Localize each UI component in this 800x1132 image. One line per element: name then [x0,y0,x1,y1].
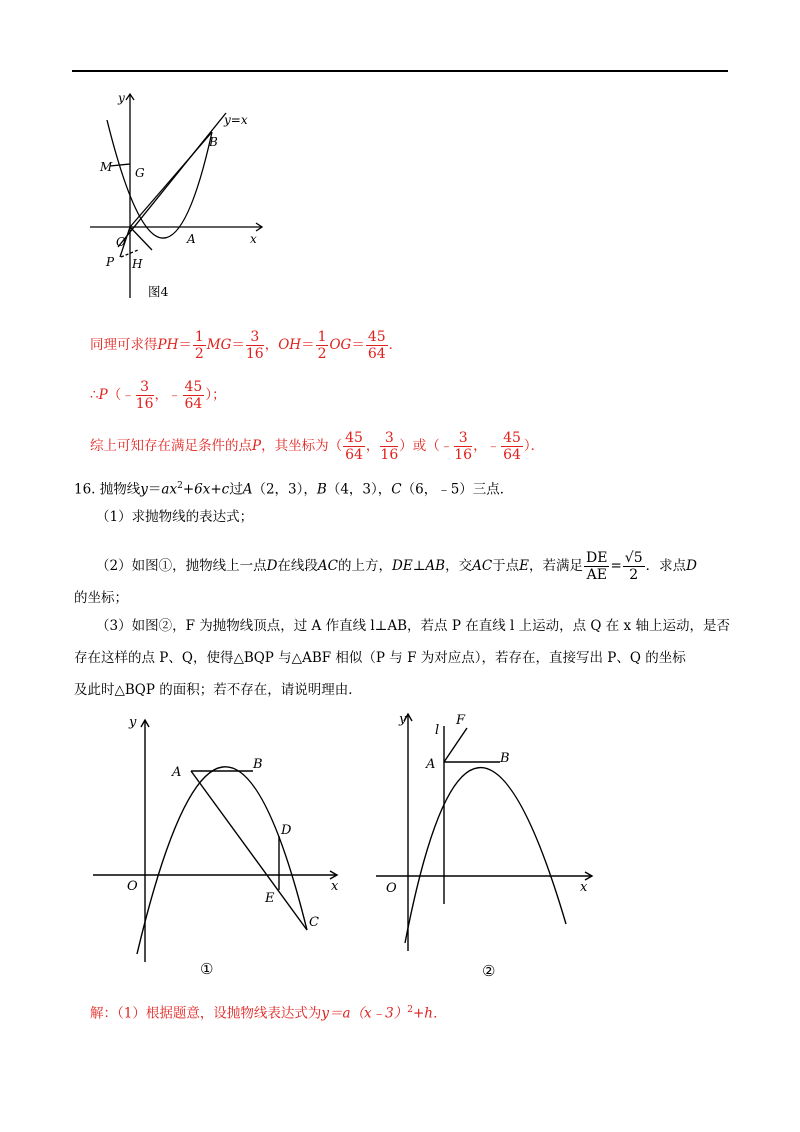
fig2-label-F: F [456,713,466,728]
question-1: （1）求抛物线的表达式； [96,509,254,525]
fig1-label-C: C [309,915,319,930]
fraction-3-16-b: $\frac{3}{16}$ [135,379,154,412]
fig4-label-H: H [132,257,143,271]
fraction-DE-AE: $\frac{DE}{AE}$ [586,550,608,583]
fig1-label-O: O [127,879,138,894]
fig1-caption: ① [200,960,214,978]
fig2-caption: ② [482,962,496,980]
fraction-half: $\frac{1}{2}$ [194,329,204,362]
fig2-label-B: B [500,751,510,766]
parabola [405,768,566,943]
parabola [107,120,212,238]
fraction-45-64-b: $\frac{45}{64}$ [184,379,203,412]
question-3-line-1: （3）如图②，F 为抛物线顶点，过 A 作直线 l⊥AB，若点 P 在直线 l 上运动，点 Q 在 x 轴上运动，是否 [96,618,730,634]
header-rule [72,70,728,72]
fig4-label-B: B [209,135,218,149]
solution-line-1: 同理可求得PH＝ $\frac{1}{2}$ MG＝ $\frac{3}{16}$ ，OH＝ $\frac{1}{2}$ OG＝ $\frac{45}{64}$ ． [90,329,403,362]
question-2-line-2: 的坐标； [74,590,128,606]
fig4-label-A: A [187,232,196,246]
segment-AF [444,728,467,762]
figure-1 [85,712,355,982]
fig1-label-E: E [265,891,275,906]
fraction-45-64-c: $\frac{45}{64}$ [345,430,363,463]
fraction-45-64-d: $\frac{45}{64}$ [503,430,521,463]
question-3-line-3: 及此时△BQP 的面积；若不存在，请说明理由． [74,682,362,698]
fig4-label-P: P [106,255,115,269]
fig4-caption: 图4 [148,284,169,299]
figure-2 [372,706,602,986]
fig4-label-M: M [100,160,113,174]
fig2-label-y: y [399,712,407,727]
fraction-sqrt5-2: $\frac{√5}{2}$ [624,550,643,583]
fig1-label-x: x [331,879,339,894]
answer-line: 解：（1）根据题意，设抛物线表达式为y＝a（x﹣3）$^2$+h． [90,1005,447,1022]
fig4-label-G: G [135,166,145,180]
question-2-line-1: （2）如图①，抛物线上一点D在线段AC的上方，DE⊥AB，交AC于点E，若满足 $\frac{DE}{AE}$ = $\frac{√5}{2}$ ．求点D [96,550,697,583]
question-3-line-2: 存在这样的点 P、Q，使得△BQP 与△ABF 相似（P 与 F 为对应点），若存在，直接写出 P、Q 的坐标 [74,650,686,666]
solution-line-3: 综上可知存在满足条件的点P，其坐标为（ $\frac{45}{64}$ ， $\frac{3}{16}$ ）或（﹣ $\frac{3}{16}$ ，﹣ $\frac{45}{64}$ ）． [90,430,545,463]
problem-16-stem: 16. 抛物线$y=ax^2+6x+c$过A（2，3），B（4，3），C（6，﹣5）三点． [74,481,514,498]
fig1-label-B: B [253,757,263,772]
fig4-label-yx: y=x [224,113,248,127]
solution-line-2: ∴P（﹣ $\frac{3}{16}$ ，﹣ $\frac{45}{64}$ ）； [90,379,226,412]
fig1-label-y: y [129,715,137,730]
fig2-label-A: A [426,757,436,772]
fig1-label-D: D [281,823,292,838]
figure-4 [80,80,280,305]
segment-AC [191,771,307,930]
fig2-label-l: l [435,723,440,738]
fig4-label-y: y [118,91,125,105]
fraction-3-16-d: $\frac{3}{16}$ [454,430,473,463]
fraction-3-16-c: $\frac{3}{16}$ [380,430,399,463]
fig2-label-x: x [580,880,588,895]
fraction-3-16: $\frac{3}{16}$ [245,329,264,362]
parabola [137,767,307,954]
fig2-label-O: O [386,881,397,896]
fraction-half-2: $\frac{1}{2}$ [317,329,327,362]
fig1-label-A: A [172,765,182,780]
fig4-label-O: O [116,235,126,249]
fraction-45-64: $\frac{45}{64}$ [367,329,386,362]
fig4-label-x: x [250,232,257,246]
